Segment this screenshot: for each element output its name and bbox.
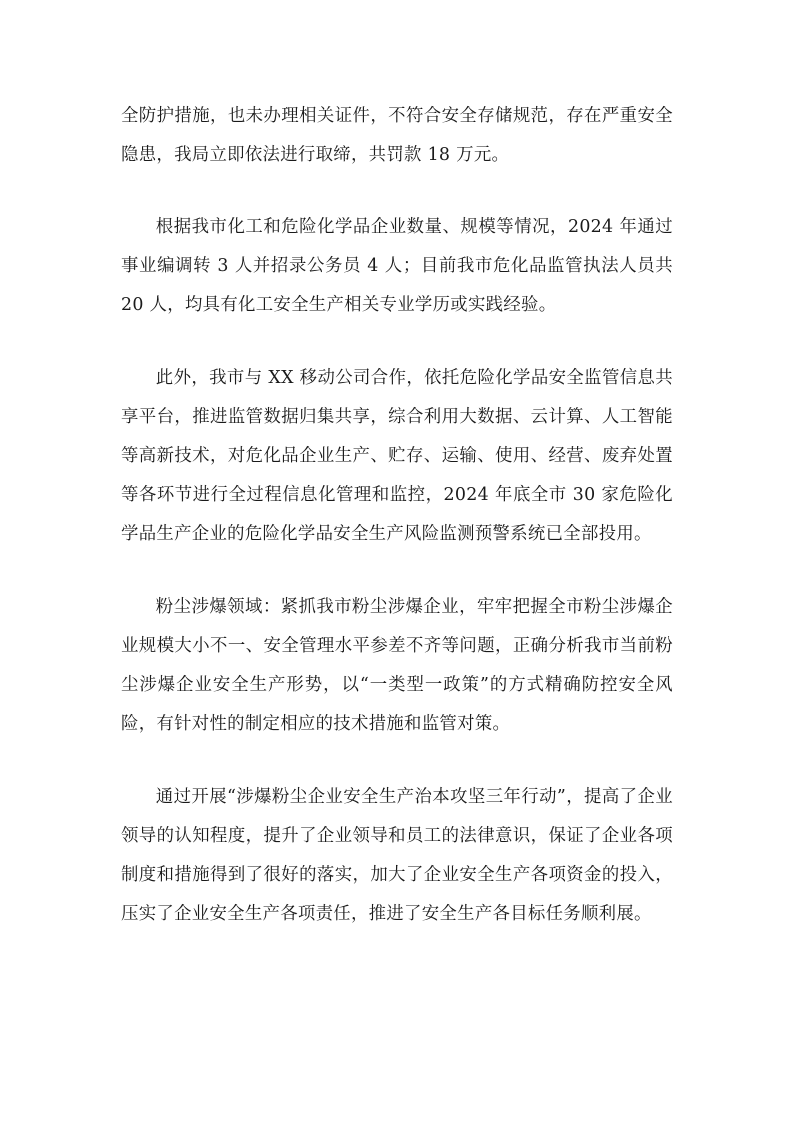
document-body [121, 97, 673, 968]
paragraph-continuation: 全防护措施，也未办理相关证件，不符合安全存储规范，存在严重安全隐患，我局立即依法进行取缔，共罚款 18 万元。 [121, 106, 673, 165]
paragraph-three-year-action: 通过开展“涉爆粉尘企业安全生产治本攻坚三年行动”，提高了企业领导的认知程度，提升了企业领导和员工的法律意识，保证了企业各项制度和措施得到了很好的落实，加大了企业安全生产各项资金的投入，压实了企业安全生产各项责任，推进了安全生产各目标任务顺利展。 [121, 787, 673, 924]
paragraph-staffing: 根据我市化工和危险化学品企业数量、规模等情况，2024 年通过事业编调转 3 人并招录公务员 4 人；目前我市危化品监管执法人员共 20 人，均具有化工安全生产相关专业学历或实践经验。 [121, 217, 673, 315]
paragraph-monitoring-platform: 此外，我市与 XX 移动公司合作，依托危险化学品安全监管信息共享平台，推进监管数据归集共享，综合利用大数据、云计算、人工智能等高新技术，对危化品企业生产、贮存、运输、使用、经营、废弃处置等各环节进行全过程信息化管理和监控，2024 年底全市 30 家危险化学品生产企业的危险化学品安全生产风险监测预警系统已全部投用。 [121, 368, 673, 544]
paragraph-dust-explosion: 粉尘涉爆领域：紧抓我市粉尘涉爆企业，牢牢把握全市粉尘涉爆企业规模大小不一、安全管理水平参差不齐等问题，正确分析我市当前粉尘涉爆企业安全生产形势，以“一类型一政策”的方式精确防控安全风险，有针对性的制定相应的技术措施和监管对策。 [121, 597, 673, 734]
